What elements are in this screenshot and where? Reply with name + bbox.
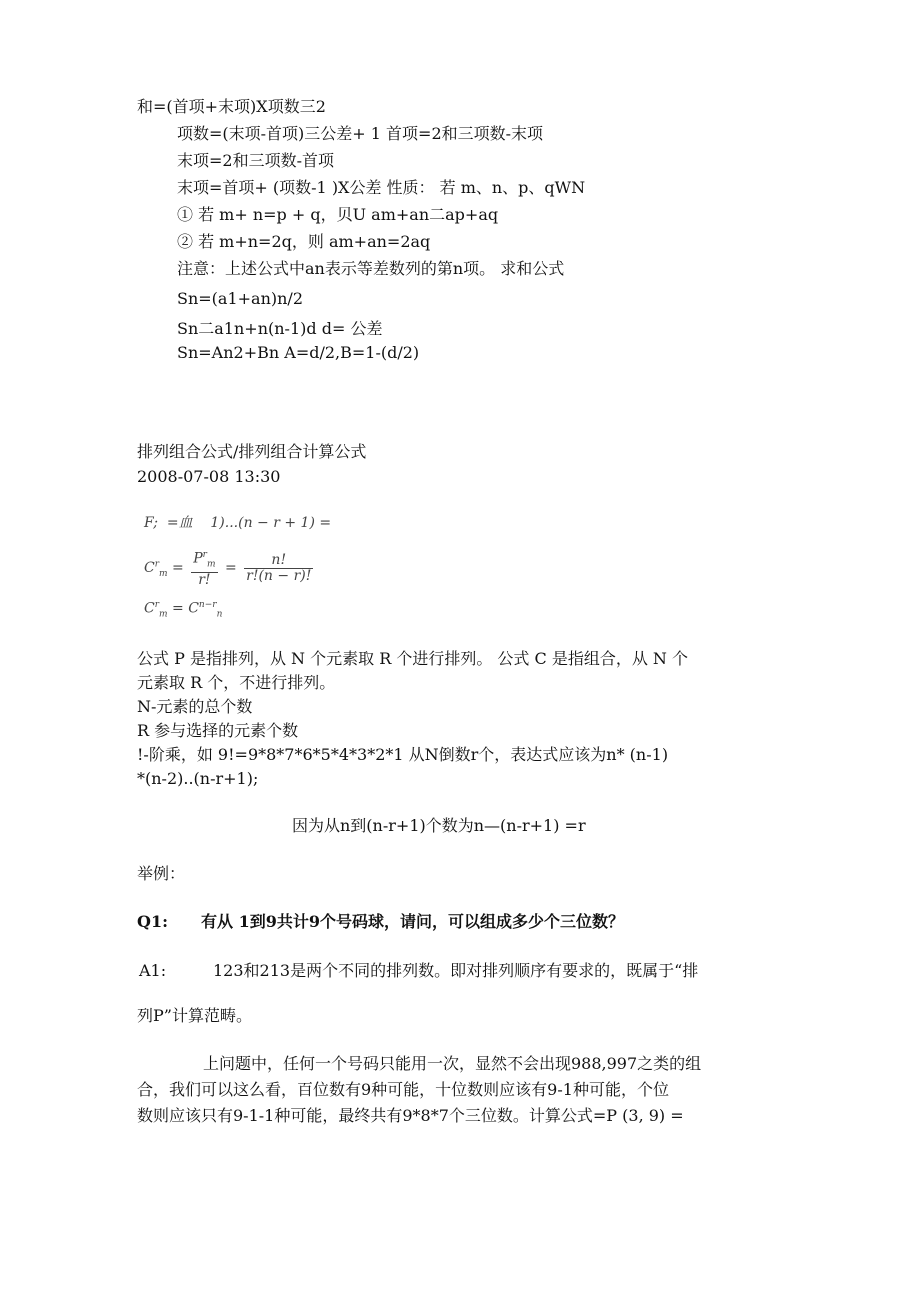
frac-num-n: n!	[244, 553, 313, 569]
p-product: 1)...(n − r + 1) =	[210, 515, 332, 531]
factorial-line-1: !-阶乘，如 9!=9*8*7*6*5*4*3*2*1 从N倒数r个，表达式应该为n* (n-1)	[137, 745, 669, 764]
sum-formula-3: Sn=An2+Bn A=d/2,B=1-(d/2)	[177, 343, 420, 362]
permutation-formula-image	[140, 510, 330, 630]
a1-answer-line-1: 123和213是两个不同的排列数。即对排列顺序有要求的，既属于“排	[213, 961, 699, 980]
sum-formula-2: Sn二a1n+n(n-1)d d= 公差	[177, 319, 383, 338]
a1-answer-line-2: 列P”计算范畴。	[137, 1006, 252, 1025]
sum-formula-1: Sn=(a1+an)n/2	[177, 289, 303, 308]
p-equals: =血	[166, 515, 193, 531]
explanation-line-2: 元素取 R 个，不进行排列。	[137, 673, 336, 692]
p-symbol: F;	[144, 515, 158, 531]
combination-symmetry: $C^r_m = C^{n-r}_n$	[144, 600, 223, 620]
analysis-line-3: 数则应该只有9-1-1种可能，最终共有9*8*7个三位数。计算公式=P (3, 9) =	[137, 1106, 684, 1125]
analysis-line-2: 合，我们可以这么看，百位数有9种可能，十位数则应该有9-1种可能，个位	[137, 1080, 669, 1099]
c-left: C	[144, 600, 155, 617]
c-symbol: C	[144, 560, 155, 577]
q1-question: 有从 1到9共计9个号码球，请问，可以组成多少个三位数？	[201, 912, 624, 931]
a1-label: A1:	[139, 961, 167, 980]
example-label: 举例：	[137, 864, 186, 883]
centered-statement: 因为从n到(n-r+1)个数为n—(n-r+1) =r	[292, 816, 586, 835]
frac-num-p: P	[193, 550, 203, 567]
explanation-line-1: 公式 P 是指排列，从 N 个元素取 R 个进行排列。 公式 C 是指组合，从 N 个	[137, 649, 689, 668]
formula-sum: 和=(首项+末项)X项数三2	[137, 97, 326, 116]
article-title: 排列组合公式/排列组合计算公式	[137, 442, 367, 461]
frac-den-factorial: r!(n − r)!	[246, 567, 312, 584]
article-timestamp: 2008-07-08 13:30	[137, 467, 281, 486]
formula-last-term-2: 末项=首项+ (项数-1 )X公差 性质： 若 m、n、p、qWN	[177, 178, 586, 197]
property-1: ① 若 m+ n=p + q，贝U am+an二ap+aq	[177, 205, 499, 224]
factorial-line-2: *(n-2)..(n-r+1);	[137, 769, 259, 788]
analysis-line-1: 上问题中，任何一个号码只能用一次，显然不会出现988,997之类的组	[203, 1054, 702, 1073]
formula-term-count: 项数=(末项-首项)三公差+ 1 首项=2和三项数-末项	[177, 124, 544, 143]
q1-label: Q1:	[137, 912, 168, 931]
permutation-formula	[144, 512, 331, 532]
note-line: 注意：上述公式中an表示等差数列的第n项。 求和公式	[177, 259, 565, 278]
formula-last-term-1: 末项=2和三项数-首项	[177, 151, 334, 170]
r-definition: R 参与选择的元素个数	[137, 721, 299, 740]
frac-den-r: r!	[198, 572, 211, 589]
n-definition: N-元素的总个数	[137, 697, 253, 716]
fraction-factorial	[244, 553, 313, 584]
fraction-p-over-r: $\frac{P^r_m}{r!}$	[193, 550, 216, 589]
property-2: ② 若 m+n=2q，则 am+an=2aq	[177, 232, 431, 251]
combination-formula: $C^r_m$ = $\frac{P^r_m}{r!}$ = $\frac{n!}{r!(n - r)!}$	[144, 550, 312, 589]
